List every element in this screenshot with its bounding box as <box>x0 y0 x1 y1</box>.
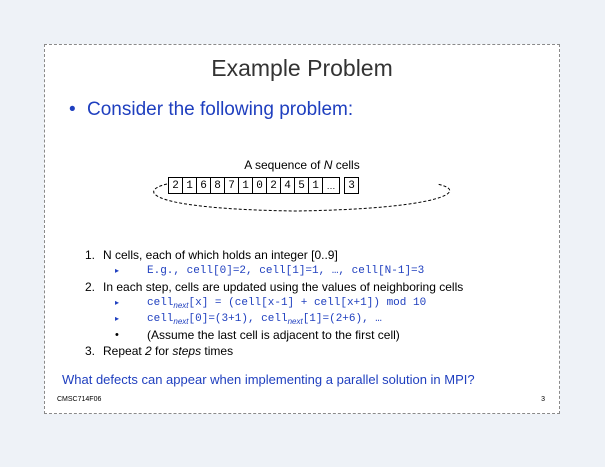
assumption-text: (Assume the last cell is adjacent to the first cell) <box>147 328 400 342</box>
text-part: Repeat <box>103 344 146 358</box>
caption-post: cells <box>332 158 360 172</box>
cell-box: 1 <box>182 177 197 194</box>
cell-box: 7 <box>224 177 239 194</box>
cell-sequence <box>169 177 359 194</box>
cell-box: 4 <box>280 177 295 194</box>
cell-box: 6 <box>196 177 211 194</box>
cell-box: 5 <box>294 177 309 194</box>
main-bullet <box>69 99 353 121</box>
sequence-caption <box>45 158 559 172</box>
cell-box: 2 <box>168 177 183 194</box>
arrow-bullet-icon: ▸ <box>115 266 120 275</box>
page-number: 3 <box>541 396 545 403</box>
code-subscript: next <box>173 317 189 327</box>
cell-box: 8 <box>210 177 225 194</box>
item-text <box>103 343 233 359</box>
bullet-dot: • <box>115 329 119 341</box>
code-part: cell <box>147 297 174 309</box>
item-text: N cells, each of which holds an integer [0..9] <box>103 248 338 262</box>
code-part: [1]=(2+6), … <box>302 313 382 325</box>
cell-box: 1 <box>308 177 323 194</box>
cell-box-last: 3 <box>344 177 359 194</box>
code-part: cell <box>147 313 174 325</box>
text-part: times <box>201 344 234 358</box>
footer-course: CMSC714F06 <box>57 396 102 403</box>
caption-n: N <box>323 158 333 172</box>
slide <box>44 44 560 414</box>
code-part: [0]=(3+1), cell <box>188 313 288 325</box>
code-part: [x] = (cell[x-1] + cell[x+1]) mod 10 <box>188 297 427 309</box>
main-bullet-text: Consider the following problem: <box>87 99 354 120</box>
cell-box: 2 <box>266 177 281 194</box>
question-text: What defects can appear when implementing a parallel solution in MPI? <box>62 372 475 387</box>
cell-box: 0 <box>252 177 267 194</box>
text-part: 2 <box>145 344 152 358</box>
caption-pre: A sequence of <box>244 158 324 172</box>
example-code: E.g., cell[0]=2, cell[1]=1, …, cell[N-1]=3 <box>147 265 425 277</box>
item-number: 2. <box>85 280 96 294</box>
text-part: steps <box>172 344 202 358</box>
arrow-bullet-icon: ▸ <box>115 298 120 307</box>
cell-box: 1 <box>238 177 253 194</box>
slide-title: Example Problem <box>211 55 393 81</box>
item-number: 3. <box>85 344 96 358</box>
code-subscript: next <box>173 301 189 311</box>
code-subscript: next <box>287 317 303 327</box>
bullet-dot: • <box>69 99 76 120</box>
cell-ellipsis: … <box>322 177 340 194</box>
item-text: In each step, cells are updated using the values of neighboring cells <box>103 280 464 294</box>
arrow-bullet-icon: ▸ <box>115 314 120 323</box>
text-part: for <box>151 344 173 358</box>
item-number: 1. <box>85 248 96 262</box>
